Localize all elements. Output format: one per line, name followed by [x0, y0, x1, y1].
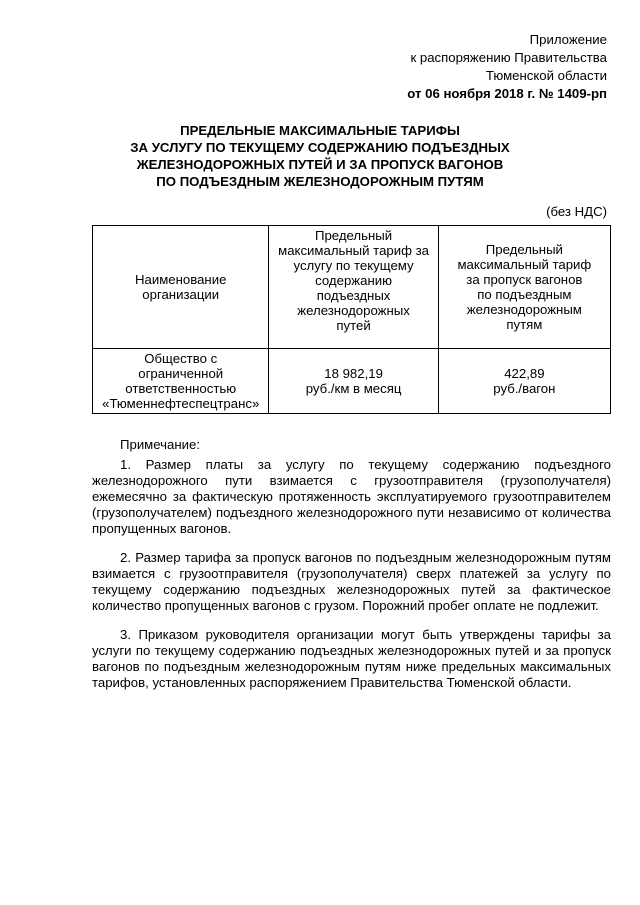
region-name: Тюменской области [485, 68, 607, 83]
cell-text: ответственностью [125, 381, 237, 396]
document-title [0, 122, 640, 190]
note-item: 2. Размер тарифа за пропуск вагонов по подъездным железнодорожным путям взимается с грузоотправителя (грузополучателя) сверх платежей за услугу по текущему содержанию подъездных железнодорожных путей за фактическое количество пропущенных вагонов с грузом. Порожний пробег оплате не подлежит. [92, 550, 611, 613]
header-text: Наименование [135, 272, 227, 287]
note-item: 3. Приказом руководителя организации могут быть утверждены тарифы за услуги по текущему содержанию подъездных железнодорожных путей и за пропуск вагонов по подъездным железнодорожным путям ниже предельных максимальных тарифов, установленных распоряжением Правительства Тюменской области. [92, 627, 611, 690]
header-text: максимальный тариф [457, 257, 592, 272]
maintenance-tariff-cell [269, 349, 438, 414]
header-text: за пропуск вагонов [466, 272, 583, 287]
order-date-number: от 06 ноября 2018 г. № 1409-рп [407, 86, 607, 101]
tariff-table [92, 225, 611, 414]
notes-section [92, 437, 611, 704]
header-text: содержанию [315, 273, 392, 288]
cell-text: Общество с [144, 351, 218, 366]
notes-title: Примечание: [120, 437, 200, 452]
tariff-value: 18 982,19 [324, 366, 383, 381]
header-maintenance-tariff [269, 226, 438, 349]
header-text: путям [506, 317, 543, 332]
header-text: подъездных [316, 288, 391, 303]
tariff-unit: руб./км в месяц [305, 381, 402, 396]
cell-text: «Тюменнефтеспецтранс» [102, 396, 260, 411]
header-text: Предельный [314, 228, 393, 243]
organization-cell [93, 349, 269, 414]
order-reference: к распоряжению Правительства [410, 50, 607, 65]
table-row [93, 349, 611, 414]
note-item: 1. Размер платы за услугу по текущему содержанию подъездного железнодорожного пути взимается с грузоотправителя (грузополучателя) ежемесячно за фактическую протяженность эксплуатируемого грузоотправителем (грузополучателем) подъездного железнодорожного пути независимо от количества пропущенных вагонов. [92, 457, 611, 536]
title-line: ЗА УСЛУГУ ПО ТЕКУЩЕМУ СОДЕРЖАНИЮ ПОДЪЕЗДНЫХ [130, 140, 510, 155]
tariff-value: 422,89 [504, 366, 545, 381]
appendix-label: Приложение [529, 32, 607, 47]
title-line: ПРЕДЕЛЬНЫЕ МАКСИМАЛЬНЫЕ ТАРИФЫ [180, 123, 460, 138]
passage-tariff-cell [438, 349, 610, 414]
vat-note: (без НДС) [546, 204, 607, 219]
table-header-row [93, 226, 611, 349]
header-text: организации [142, 287, 220, 302]
header-text: железнодорожным [466, 302, 582, 317]
header-text: услугу по текущему [293, 258, 414, 273]
document-header [347, 31, 607, 103]
title-line: ЖЕЛЕЗНОДОРОЖНЫХ ПУТЕЙ И ЗА ПРОПУСК ВАГОНОВ [136, 157, 504, 172]
header-text: Предельный [485, 242, 563, 257]
header-text: максимальный тариф за [278, 243, 429, 258]
header-text: по подъездным [477, 287, 572, 302]
header-passage-tariff [438, 226, 610, 349]
tariff-unit: руб./вагон [493, 381, 556, 396]
cell-text: ограниченной [138, 366, 224, 381]
header-organization [93, 226, 269, 349]
title-line: ПО ПОДЪЕЗДНЫМ ЖЕЛЕЗНОДОРОЖНЫМ ПУТЯМ [156, 174, 484, 189]
header-text: железнодорожных [297, 303, 410, 318]
header-text: путей [336, 318, 371, 333]
